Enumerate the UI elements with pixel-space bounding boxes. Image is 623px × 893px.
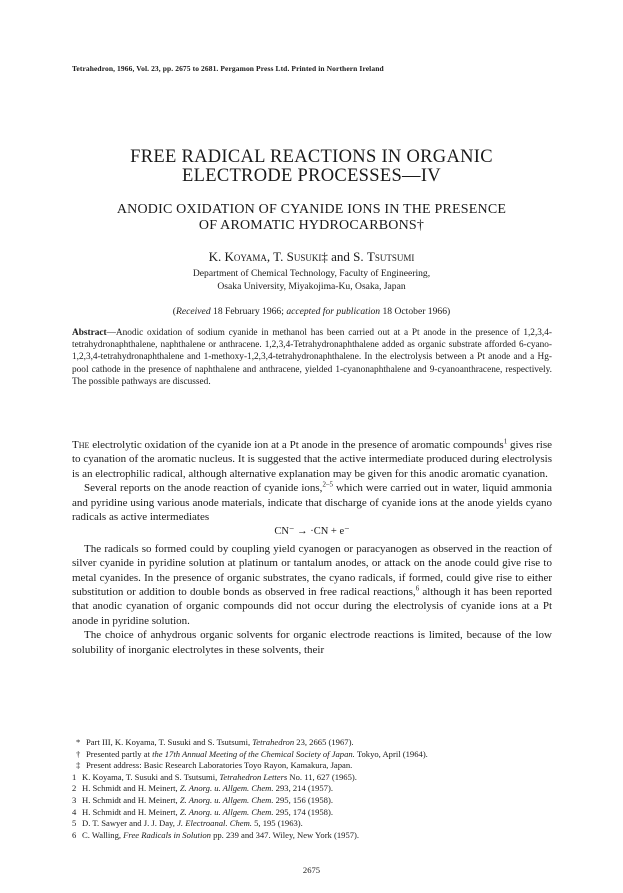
reference-text: H. Schmidt and H. Meinert, — [82, 783, 180, 794]
affiliation — [70, 268, 553, 293]
author-1-initial: K. — [208, 249, 225, 264]
journal-name: Z. Anorg. u. Allgem. Chem. — [179, 794, 274, 805]
author-2-footnote-mark: ‡ — [321, 249, 328, 264]
footnote-mark: † — [76, 748, 81, 759]
journal-header: Tetrahedron, 1966, Vol. 23, pp. 2675 to 2681. Pergamon Press Ltd. Printed in Northern Ireland — [72, 64, 384, 73]
accepted-date: 18 October 1966 — [380, 306, 447, 318]
paragraph-1 — [72, 438, 552, 481]
footnote-text: Tokyo, April (1964). — [354, 748, 428, 759]
reference-text: H. Schmidt and H. Meinert, — [82, 806, 180, 817]
accepted-label: accepted for publication — [286, 306, 381, 318]
paper-subtitle-line1: ANODIC OXIDATION OF CYANIDE IONS IN THE PRESENCE — [116, 202, 507, 217]
reference-text: D. T. Sawyer and J. J. Day, — [82, 818, 178, 829]
reference-number: 3 — [72, 794, 77, 805]
paragraph-3-text-a: The radicals so formed could by coupling yield cyanogen or paracyanogen as observed in the reaction of silver cyanide in pyridine solution at platinum or tantalum anodes, or attack on the anode could give rise to metal cyanides. In the presence of organic substrates, the cyano radicals, if formed, could give rise to either substitution or addition to double bonds as observed in free radical reactions, — [72, 542, 552, 599]
author-2-surname: Susuki — [286, 249, 322, 264]
reference — [72, 783, 552, 795]
received-close-paren: ) — [447, 306, 451, 318]
reference — [72, 818, 552, 830]
footnote-text: Part III, K. Koyama, T. Susuki and S. Tsutsumi, — [86, 737, 253, 747]
journal-name: Tetrahedron — [252, 737, 295, 747]
journal-name: Z. Anorg. u. Allgem. Chem. — [179, 783, 274, 794]
paragraph-1-text-a: electrolytic oxidation of the cyanide ion at a Pt anode in the presence of aromatic compounds — [89, 439, 504, 451]
citation-ref: 1 — [503, 437, 508, 446]
reference-text: No. 11, 627 (1965). — [287, 771, 357, 782]
page-number: 2675 — [302, 865, 321, 875]
journal-name: Tetrahedron Letters — [219, 771, 288, 782]
book-title: Free Radicals in Solution — [123, 829, 211, 840]
reference-number: 5 — [72, 818, 77, 829]
journal-name: Z. Anorg. u. Allgem. Chem. — [179, 806, 274, 817]
paragraph-1-lead: The — [72, 439, 90, 451]
reference-number: 6 — [72, 829, 77, 840]
reference-text: C. Walling, — [82, 829, 124, 840]
meeting-name: the 17th Annual Meeting of the Chemical Society of Japan. — [152, 748, 355, 759]
citation-ref: 6 — [415, 584, 420, 593]
paper-subtitle-line2: OF AROMATIC HYDROCARBONS† — [198, 217, 425, 233]
abstract — [72, 327, 552, 388]
paper-title-line1: FREE RADICAL REACTIONS IN ORGANIC — [130, 147, 493, 167]
title-block — [70, 148, 553, 317]
reference — [72, 807, 552, 819]
paragraph-2 — [72, 481, 552, 524]
reference-text: 293, 214 (1957). — [273, 783, 333, 794]
reference — [72, 772, 552, 784]
paragraph-3 — [72, 542, 552, 628]
equation: CN⁻ → ·CN + e⁻ — [274, 526, 350, 538]
body-text — [72, 438, 552, 657]
reference — [72, 830, 552, 842]
footnotes — [72, 737, 552, 841]
reference — [72, 795, 552, 807]
reference-text: 295, 156 (1958). — [273, 794, 333, 805]
reference-text: K. Koyama, T. Susuki and S. Tsutsumi, — [82, 771, 220, 782]
paragraph-1-text-b: gives rise to cyanation of the aromatic nucleus. It is suggested that the active intermediate produced during electrolysis is an electrophilic radical, although alternative explanation may be given for this anodic aromatic cyanation. — [72, 439, 552, 480]
reference-text: 295, 174 (1958). — [273, 806, 333, 817]
affiliation-line1: Department of Chemical Technology, Faculty of Engineering, — [192, 268, 431, 279]
paragraph-2-text-b: which were carried out in water, liquid ammonia and pyridine using various anode materials, indicate that discharge of cyanide ions at the anode yields cyano radicals as active intermediates — [72, 482, 552, 524]
paper-title-line2: ELECTRODE PROCESSES—IV — [182, 166, 441, 186]
paragraph-4: The choice of anhydrous organic solvents for organic electrode reactions is limited, because of the low solubility of inorganic electrolytes in these solvents, their — [72, 629, 552, 656]
reference-text: pp. 239 and 347. Wiley, New York (1957). — [210, 829, 360, 840]
footnote-mark: ‡ — [76, 760, 81, 771]
affiliation-line2: Osaka University, Miyakojima-Ku, Osaka, Japan — [217, 280, 406, 292]
paragraph-2-text-a: Several reports on the anode reaction of cyanide ions, — [84, 482, 323, 495]
footnote — [72, 737, 552, 749]
received-date: 18 February 1966; — [210, 306, 287, 318]
received-label: Received — [176, 306, 211, 318]
journal-name: J. Electroanal. Chem. — [177, 818, 252, 829]
footnote — [72, 760, 552, 772]
author-2-initial: , T. — [266, 249, 287, 264]
paper-subtitle — [70, 202, 553, 233]
abstract-text: —Anodic oxidation of sodium cyanide in methanol has been carried out at a Pt anode in the presence of 1,2,3,4-tetrahydronaphthalene, naphthalene or anthracene. 1,2,3,4-Tetrahydronaphthalene added as organic substrate afforded 6-cyano-1,2,3,4-tetrahydronaphthalene and 1-methoxy-1,2,3,4-tetrahydronaphthalene. In the electrolysis between a Pt anode and a Hg-pool cathode in the presence of naphthalene and anthracene, yielded 1-cyanonaphthalene and 9-cyanoanthracene, respectively. The possible pathways are discussed. — [72, 328, 552, 387]
footnote-text: Present address: Basic Research Laboratories Toyo Rayon, Kamakura, Japan. — [86, 760, 353, 771]
footnote — [72, 749, 552, 761]
reference-number: 4 — [72, 806, 77, 817]
reference-text: 5, 195 (1963). — [251, 818, 303, 829]
reference-number: 2 — [72, 783, 77, 794]
paper-title — [70, 148, 553, 186]
author-list — [70, 249, 553, 265]
citation-ref: 2–5 — [322, 480, 333, 489]
author-1-surname: Koyama — [224, 249, 267, 264]
author-3-surname: Tsutsumi — [366, 249, 415, 264]
abstract-lead: Abstract — [72, 328, 107, 338]
reference-number: 1 — [72, 771, 77, 782]
reference-text: H. Schmidt and H. Meinert, — [82, 794, 180, 805]
received-dates — [70, 306, 553, 317]
footnote-text: 23, 2665 (1967). — [294, 737, 354, 747]
paragraph-3-text-b: although it has been reported that anodic cyanation of organic compounds did not occur during the electrolysis of cyanide ions at a Pt anode in pyridine solution. — [72, 586, 552, 627]
footnote-text: Presented partly at — [86, 748, 153, 759]
received-open-paren: ( — [172, 306, 176, 318]
author-3-initial: and S. — [327, 249, 367, 264]
footnote-mark: * — [76, 737, 81, 747]
